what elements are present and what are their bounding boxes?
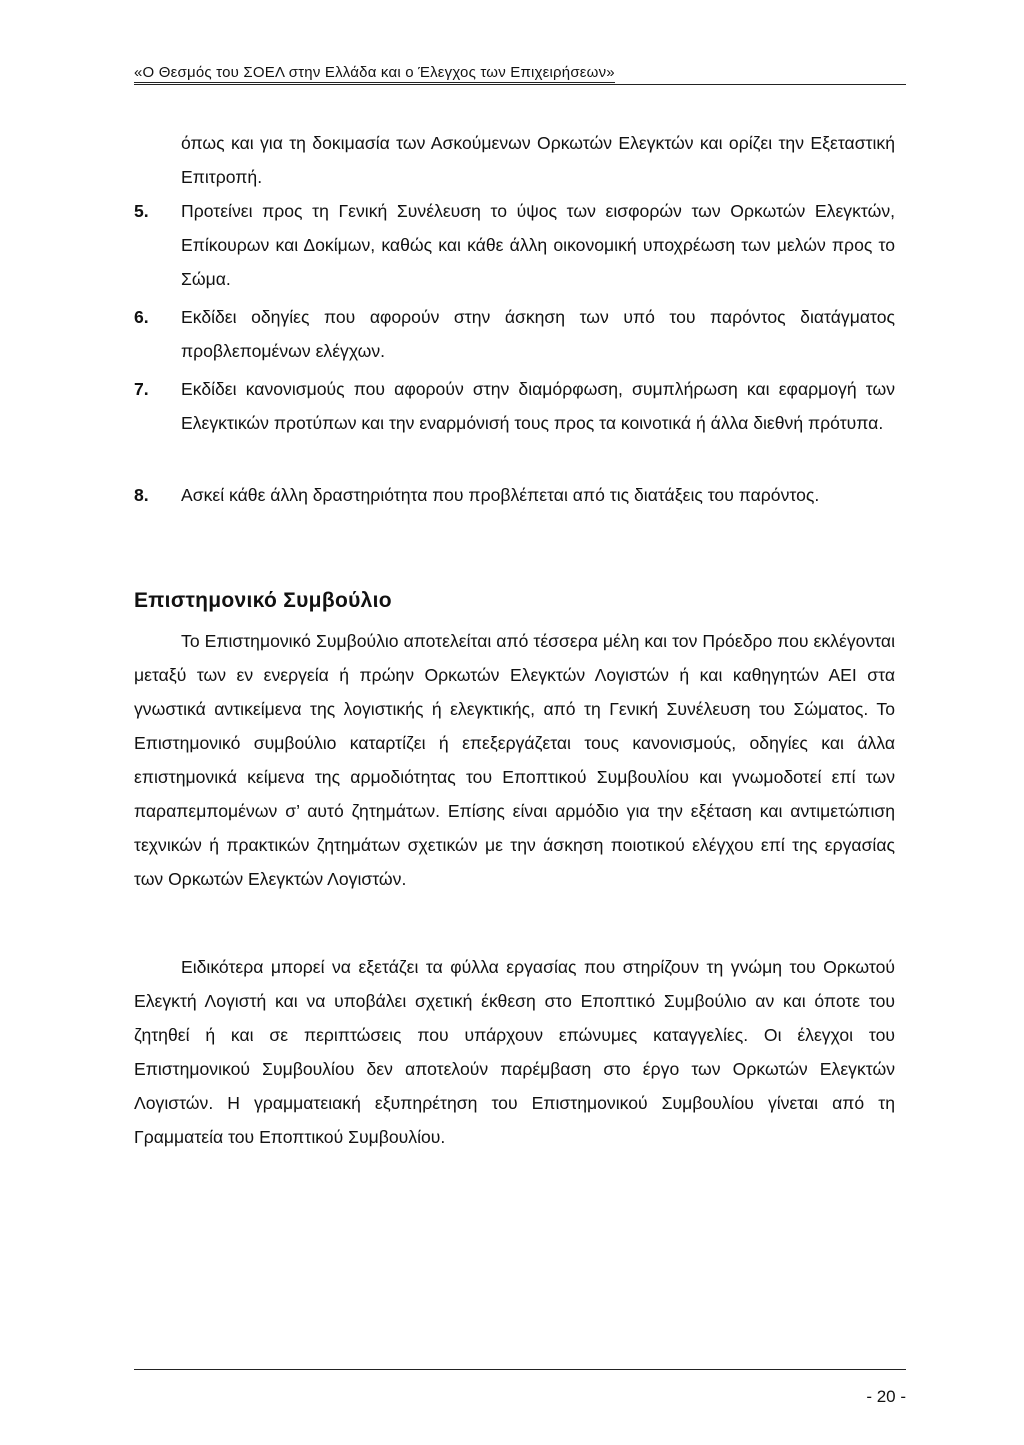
list-item: [134, 300, 895, 368]
list-item: [134, 194, 895, 296]
body-paragraph: Το Επιστημονικό Συμβούλιο αποτελείται από τέσσερα μέλη και τον Πρόεδρο που εκλέγονται μεταξύ των εν ενεργεία ή πρώην Ορκωτών Ελεγκτών Λογιστών ή και καθηγητών ΑΕΙ στα γνωστικά αντικείμενα της λογιστικής ή ελεγκτικής, από τη Γενική Συνέλευση του Σώματος. Το Επιστημονικό συμβούλιο καταρτίζει ή επεξεργάζεται τους κανονισμούς, οδηγίες και άλλα επιστημονικά κείμενα της αρμοδιότητας του Εποπτικού Συμβουλίου και γνωμοδοτεί επί των παραπεμπομένων σ’ αυτό ζητημάτων. Επίσης είναι αρμόδιο για την εξέταση και αντιμετώπιση τεχνικών ή πρακτικών ζητημάτων σχετικών με την άσκηση ποιοτικού ελέγχου επί της εργασίας των Ορκωτών Ελεγκτών Λογιστών.: [134, 631, 895, 889]
running-header: [134, 64, 906, 85]
list-item-number: 8.: [134, 485, 149, 505]
running-header-title: «Ο Θεσμός του ΣΟΕΛ στην Ελλάδα και ο Έλεγχος των Επιχειρήσεων»: [134, 64, 615, 81]
body-paragraph: Ειδικότερα μπορεί να εξετάζει τα φύλλα εργασίας που στηρίζουν τη γνώμη του Ορκωτού Ελεγκτή Λογιστή και να υποβάλει σχετική έκθεση στο Εποπτικό Συμβούλιο αν και όποτε του ζητηθεί ή και σε περιπτώσεις που υπάρχουν επώνυμες καταγγελίες. Οι έλεγχοι του Επιστημονικού Συμβουλίου δεν αποτελούν παρέμβαση στο έργο των Ορκωτών Ελεγκτών Λογιστών. Η γραμματειακή εξυπηρέτηση του Επιστημονικού Συμβουλίου γίνεται από τη Γραμματεία του Εποπτικού Συμβουλίου.: [134, 957, 895, 1147]
list-item-text: Ασκεί κάθε άλλη δραστηριότητα που προβλέπεται από τις διατάξεις του παρόντος.: [181, 485, 820, 505]
list-item-number: 6.: [134, 307, 149, 327]
list-item: [134, 478, 895, 512]
list-item-text: Εκδίδει οδηγίες που αφορούν στην άσκηση των υπό του παρόντος διατάγματος προβλεπομένων ελέγχων.: [181, 307, 895, 361]
section-heading: Επιστημονικό Συμβούλιο: [134, 589, 392, 612]
list-item-text: Προτείνει προς τη Γενική Συνέλευση το ύψος των εισφορών των Ορκωτών Ελεγκτών, Επίκουρων και Δοκίμων, καθώς και κάθε άλλη οικονομική υποχρέωση των μελών προς το Σώμα.: [181, 201, 895, 289]
list-item-number: 7.: [134, 379, 149, 399]
page-number: - 20 -: [866, 1387, 906, 1406]
list-item: [134, 372, 895, 440]
list-item-number: 5.: [134, 201, 149, 221]
continuation-paragraph: όπως και για τη δοκιμασία των Ασκούμενων Ορκωτών Ελεγκτών και ορίζει την Εξεταστική Επιτροπή.: [181, 133, 895, 187]
footer-divider: [134, 1369, 906, 1370]
list-item-text: Εκδίδει κανονισμούς που αφορούν στην διαμόρφωση, συμπλήρωση και εφαρμογή των Ελεγκτικών προτύπων και την εναρμόνισή τους προς τα κοινοτικά ή άλλα διεθνή πρότυπα.: [181, 379, 895, 433]
